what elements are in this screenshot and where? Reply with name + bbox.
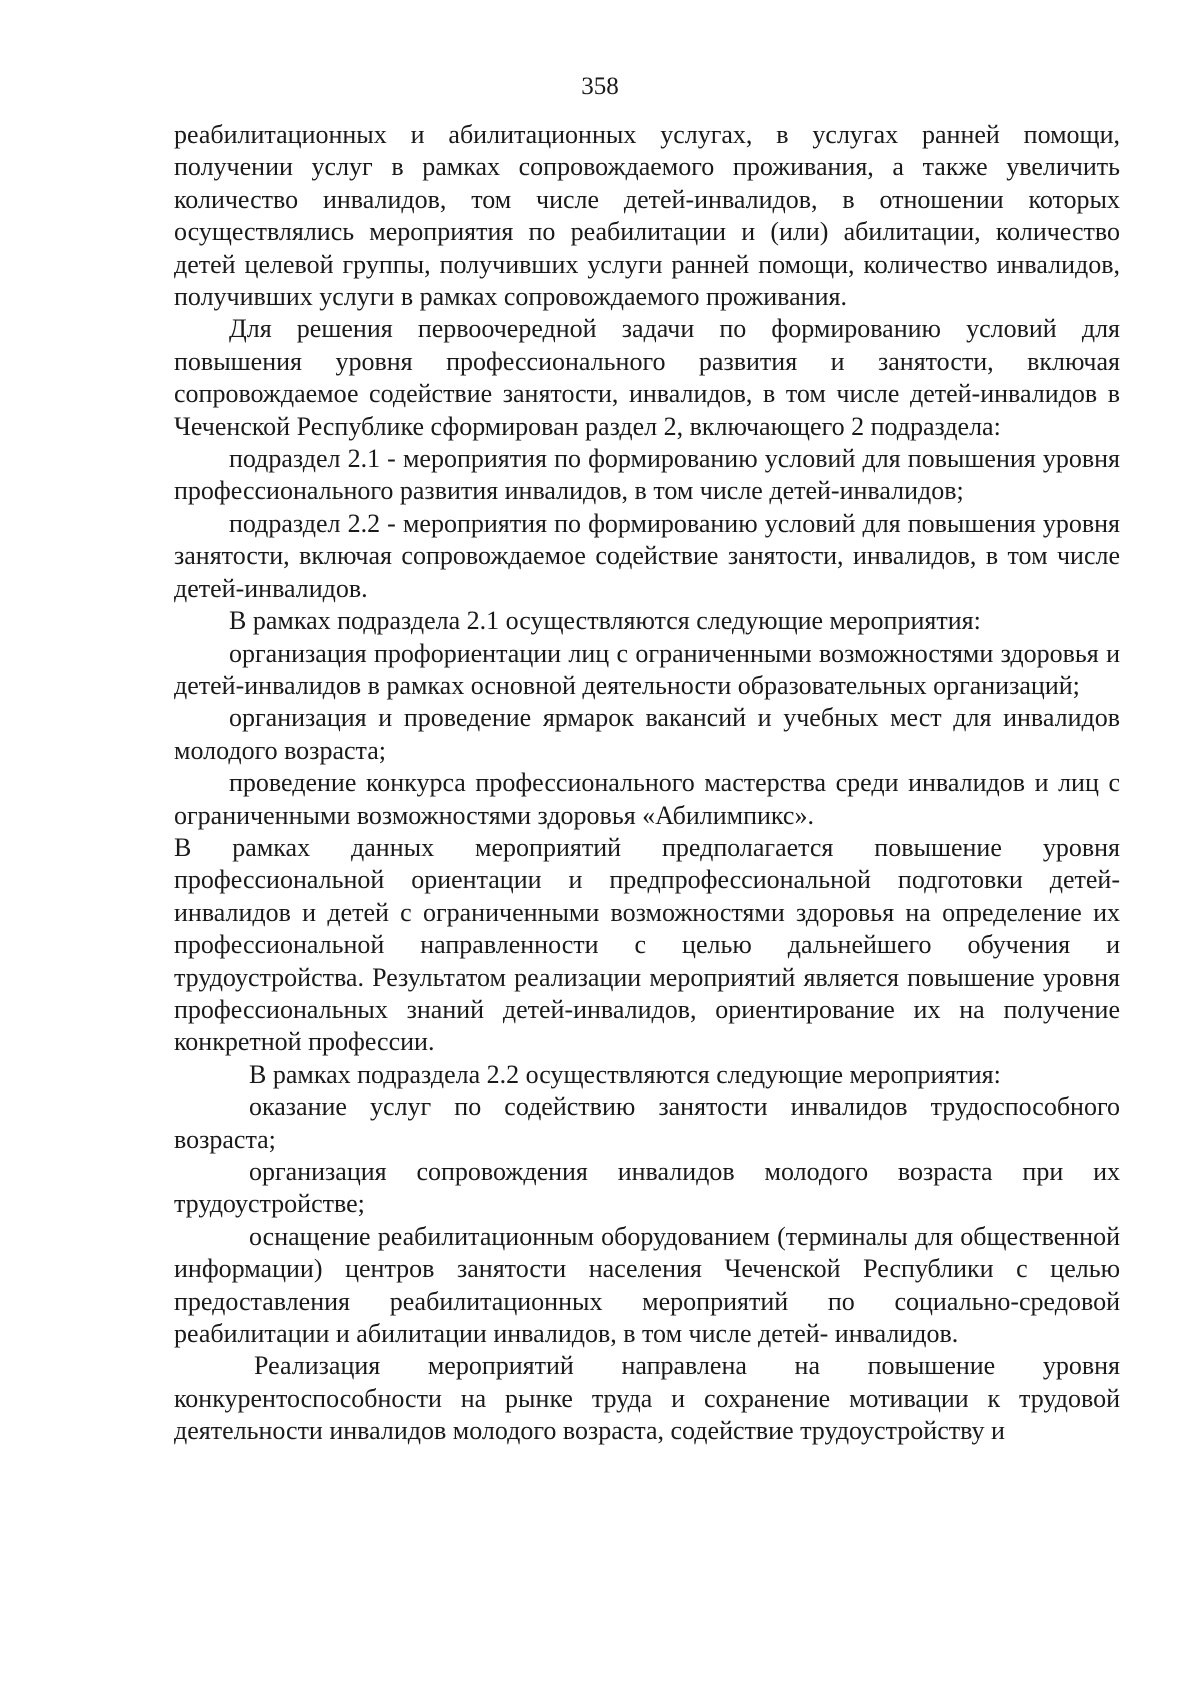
page-number: 358 (581, 73, 619, 100)
list-item-rehabilitation-equipment: оснащение реабилитационным оборудованием (терминалы для общественной информации) центров занятости населения Чеченской Республики с целью предоставления реабилитационных мероприятий по социально-средовой реабилитации и абилитации инвалидов, в том числе детей- инвалидов. (174, 1221, 1120, 1349)
document-body (174, 119, 1120, 1448)
paragraph-section-2-intro: Для решения первоочередной задачи по формированию условий для повышения уровня профессионального развития и занятости, включая сопровождаемое содействие занятости, инвалидов, в том числе детей-инвалидов в Чеченской Республике сформирован раздел 2, включающего 2 подраздела: (174, 314, 1120, 441)
list-item-career-guidance: организация профориентации лиц с ограниченными возможностями здоровья и детей-инвалидов в рамках основной деятельности образовательных организаций; (174, 638, 1120, 700)
list-item-job-fairs: организация и проведение ярмарок вакансий и учебных мест для инвалидов молодого возраста; (174, 703, 1120, 765)
paragraph-subsection-2-1: подраздел 2.1 - мероприятия по формированию условий для повышения уровня профессионального развития инвалидов, в том числе детей-инвалидов; (174, 444, 1120, 506)
list-item-employment-services: оказание услуг по содействию занятости инвалидов трудоспособного возраста; (174, 1092, 1120, 1154)
paragraph-subsection-2-1-heading: В рамках подраздела 2.1 осуществляются следующие мероприятия: (229, 606, 981, 636)
paragraph-subsection-2-2: подраздел 2.2 - мероприятия по формированию условий для повышения уровня занятости, включая сопровождаемое содействие занятости, инвалидов, в том числе детей-инвалидов. (174, 508, 1120, 603)
list-item-abilympics: проведение конкурса профессионального мастерства среди инвалидов и лиц с ограниченными возможностями здоровья «Абилимпикс». (174, 768, 1120, 830)
paragraph-implementation: Реализация мероприятий направлена на повышение уровня конкурентоспособности на рынке труда и сохранение мотивации к трудовой деятельности инвалидов молодого возраста, содействие трудоустройству и (174, 1351, 1120, 1446)
paragraph-continuation: реабилитационных и абилитационных услугах, в услугах ранней помощи, получении услуг в рамках сопровождаемого проживания, а также увеличить количество инвалидов, том числе детей-инвалидов, в отношении которых осуществлялись мероприятия по реабилитации и (или) абилитации, количество детей целевой группы, получивших услуги ранней помощи, количество инвалидов, получивших услуги в рамках сопровождаемого проживания. (174, 120, 1120, 312)
paragraph-subsection-2-2-heading: В рамках подраздела 2.2 осуществляются следующие мероприятия: (249, 1059, 1001, 1089)
paragraph-subsection-2-1-results: В рамках данных мероприятий предполагается повышение уровня профессиональной ориентации и предпрофессиональной подготовки детей-инвалидов и детей с ограниченными возможностями здоровья на определение их профессиональной направленности с целью дальнейшего обучения и трудоустройства. Результатом реализации мероприятий является повышение уровня профессиональных знаний детей-инвалидов, ориентирование их на получение конкретной профессии. (174, 832, 1120, 1057)
list-item-employment-support: организация сопровождения инвалидов молодого возраста при их трудоустройстве; (174, 1157, 1120, 1219)
